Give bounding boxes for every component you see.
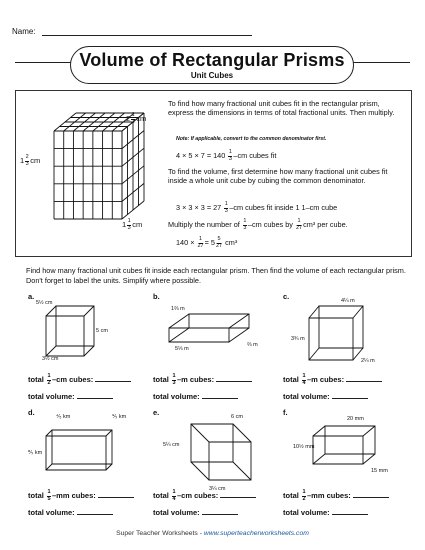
problem-label: f. [283, 408, 288, 417]
fraction-cubes-answer: total $\frac{1}{2}$ –mm cubes: [283, 490, 389, 502]
name-field[interactable] [42, 35, 252, 36]
example-equation-1: 4 × 5 × 7 = 140 $\frac{1}{3}$ –cm cubes fit [176, 149, 277, 162]
fraction-cubes-answer: total $\frac{1}{3}$ –m cubes: [153, 374, 252, 386]
prism-dimension: 20 mm [347, 416, 364, 422]
total-volume-answer: total volume: [28, 392, 113, 401]
answer-blank[interactable] [216, 375, 252, 382]
prism-diagram [291, 298, 401, 378]
name-label: Name: [12, 27, 36, 36]
fraction-cubes-answer: total $\frac{1}{5}$ –mm cubes: [28, 490, 134, 502]
footer-url[interactable]: www.superteacherworksheets.com [203, 530, 309, 537]
problem-f [283, 408, 403, 520]
answer-blank[interactable] [346, 375, 382, 382]
prism-dimension: ⅖ km [28, 450, 43, 456]
total-volume-answer: total volume: [283, 392, 368, 401]
example-note: Note: If applicable, convert to the common denominator first. [176, 136, 327, 142]
total-volume-answer: total volume: [153, 508, 238, 517]
prism-diagram [291, 414, 401, 494]
answer-blank[interactable] [95, 375, 131, 382]
example-paragraph-3: Multiply the number of $\frac{1}{3}$ –cm cubes by $\frac{1}{27}$ cm³ per cube. [168, 218, 348, 231]
prism-dimension: 15 mm [371, 468, 388, 474]
answer-blank[interactable] [77, 392, 113, 399]
total-volume-answer: total volume: [153, 392, 238, 401]
prism-dimension: 3¼ cm [209, 486, 226, 492]
answer-blank[interactable] [98, 491, 134, 498]
prism-diagram [36, 298, 146, 378]
prism-dimension: ⅕ km [112, 414, 127, 420]
page-title: Volume of Rectangular Prisms [79, 50, 345, 70]
problem-a [28, 292, 148, 404]
prism-diagram [161, 414, 271, 494]
problem-d [28, 408, 148, 520]
prism-dimension: ⁴⁄₅ km [56, 414, 71, 420]
example-paragraph-1: To find how many fractional unit cubes fit in the rectangular prism, express the dimensions in terms of total fractional units. Then multiply. [168, 99, 395, 118]
problem-label: b. [153, 292, 160, 301]
answer-blank[interactable] [77, 508, 113, 515]
example-box [15, 90, 412, 257]
answer-blank[interactable] [353, 491, 389, 498]
prism-diagram [36, 414, 146, 494]
problem-c [283, 292, 403, 404]
prism-dimension: 5¼ cm [163, 442, 180, 448]
example-dim-left: 1 $\frac{2}{3}$ cm [20, 154, 41, 167]
problem-label: c. [283, 292, 290, 301]
example-dim-top: 2 $\frac{1}{3}$ cm [126, 112, 147, 125]
footer [0, 530, 425, 537]
problem-b [153, 292, 273, 404]
answer-blank[interactable] [202, 392, 238, 399]
answer-blank[interactable] [332, 508, 368, 515]
prism-dimension: 5⅓ m [175, 346, 189, 352]
prism-dimension: 5½ cm [36, 300, 53, 306]
prism-dimension: 3¾ m [291, 336, 305, 342]
answer-blank[interactable] [202, 508, 238, 515]
answer-blank[interactable] [332, 392, 368, 399]
fraction-cubes-answer: total $\frac{1}{4}$ –cm cubes: [153, 490, 256, 502]
prism-dimension: 4¼ m [341, 298, 355, 304]
total-volume-answer: total volume: [283, 508, 368, 517]
answer-blank[interactable] [220, 491, 256, 498]
example-dim-bottom: 1 $\frac{1}{3}$ cm [122, 218, 143, 231]
fraction-cubes-answer: total $\frac{1}{4}$ –m cubes: [283, 374, 382, 386]
prism-dimension: 6 cm [231, 414, 243, 420]
problem-e [153, 408, 273, 520]
footer-brand: Super Teacher Worksheets - [116, 530, 204, 537]
prism-dimension: 3½ cm [42, 356, 59, 362]
prism-dimension: 5 cm [96, 328, 108, 334]
prism-dimension: 10½ mm [293, 444, 315, 450]
fraction-cubes-answer: total $\frac{1}{2}$ –cm cubes: [28, 374, 131, 386]
page-subtitle: Unit Cubes [190, 71, 234, 80]
problem-label: a. [28, 292, 35, 301]
prism-dimension: ⅔ m [247, 342, 258, 348]
problem-label: e. [153, 408, 160, 417]
example-equation-2: 3 × 3 × 3 = 27 $\frac{1}{3}$ –cm cubes fit inside 1 1–cm cube [176, 201, 338, 214]
instructions: Find how many fractional unit cubes fit inside each rectangular prism. Then find the volume of each rectangular prism. Don't forget to label the units. Simplify where possible. [26, 266, 406, 285]
title-banner [70, 46, 354, 84]
example-equation-3: 140 × $\frac{1}{27}$ = 5 $\frac{5}{27}$ cm³ [176, 236, 238, 249]
prism-dimension: 1⅔ m [171, 306, 185, 312]
prism-dimension: 2¼ m [361, 358, 375, 364]
example-paragraph-2: To find the volume, first determine how many fractional unit cubes fit inside a whole unit cube by cubing the common denominator. [168, 167, 388, 186]
total-volume-answer: total volume: [28, 508, 113, 517]
problem-label: d. [28, 408, 35, 417]
